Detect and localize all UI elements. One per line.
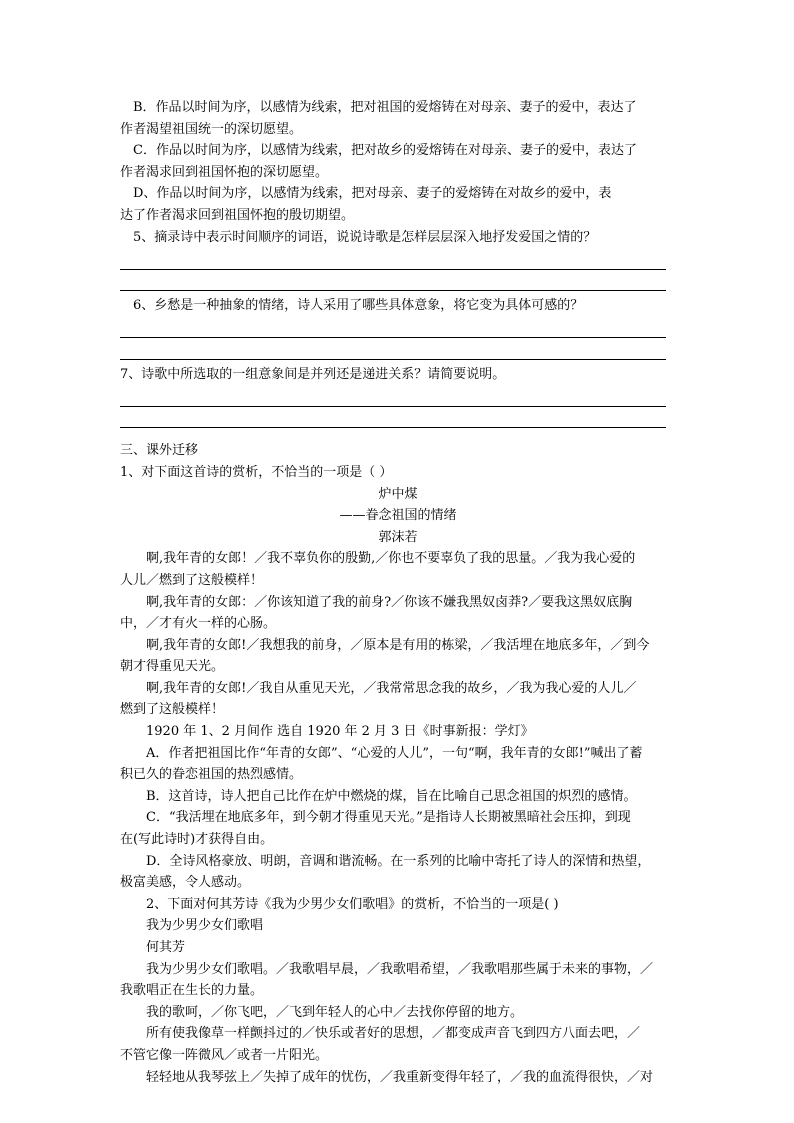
option-c-line-2: 作者渴求回到祖国怀抱的深切愿望。 (120, 164, 329, 180)
poem-source: 1920 年 1、2 月间作 选自 1920 年 2 月 3 日《时事新报：学灯》 (146, 724, 534, 740)
poem-line: 燃到了这般模样！ (120, 702, 225, 718)
option-b-line-1: B．作品以时间为序，以感情为线索，把对祖国的爱熔铸在对母亲、妻子的爱中，表达了 (133, 100, 637, 115)
option-c-line-2: 在(写此诗时)才获得自由。 (120, 832, 274, 848)
option-d-line-1: D．全诗风格豪放、明朗，音调和谐流畅。在一系列的比喻中寄托了诗人的深情和热望， (146, 853, 651, 869)
option-d-line-1: D、作品以时间为序，以感情为线索，把对母亲、妻子的爱熔铸在对故乡的爱中，表 (133, 186, 612, 202)
poem-line: 啊,我年青的女郎!／我想我的前身，／原本是有用的栋梁，／我活埋在地底多年，／到今 (146, 637, 650, 653)
poem-title: 我为少男少女们歌唱 (146, 918, 264, 934)
poem-line: 啊,我年青的女郎!／我自从重见天光，／我常常思念我的故乡，／我为我心爱的人儿／ (146, 680, 637, 696)
poem-author: 郭沫若 (378, 529, 418, 545)
answer-line[interactable] (120, 338, 666, 360)
answer-line[interactable] (120, 407, 666, 429)
poem-subtitle: ——眷念祖国的情绪 (339, 508, 457, 524)
poem-line: 啊,我年青的女郎：／你该知道了我的前身?／你该不嫌我黑奴卤莽?／要我这黑奴底胸 (146, 594, 633, 610)
poem-title: 炉中煤 (378, 486, 418, 502)
option-c-line-1: C．作品以时间为序，以感情为线索，把对故乡的爱熔铸在对母亲、妻子的爱中，表达了 (133, 143, 637, 159)
option-b-line-2: 作者渴望祖国统一的深切愿望。 (120, 121, 303, 137)
answer-line[interactable] (120, 270, 666, 292)
poem-line: 中，／才有火一样的心肠。 (120, 616, 277, 632)
option-d-line-2: 极富美感，令人感动。 (120, 875, 251, 891)
answer-line[interactable] (120, 385, 666, 407)
answer-line[interactable] (120, 317, 666, 339)
option-a-line-2: 积已久的眷恋祖国的热烈感情。 (120, 767, 303, 783)
poem-line: 朝才得重见天光。 (120, 659, 225, 675)
option-d-line-2: 达了作者渴求回到祖国怀抱的殷切期望。 (120, 207, 355, 223)
poem-author: 何其芳 (146, 940, 186, 955)
question-7: 7、诗歌中所选取的一组意象间是并列还是递进关系？请简要说明。 (120, 366, 506, 382)
poem-line: 我为少男少女们歌唱。／我歌唱早晨，／我歌唱希望，／我歌唱那些属于未来的事物，／ (146, 961, 654, 977)
poem-line: 人儿／燃到了这般模样！ (120, 572, 264, 588)
section-heading: 三、课外迁移 (120, 443, 199, 459)
poem-line: 啊,我年青的女郎！／我不辜负你的殷勤,／你也不要辜负了我的思量。／我为我心爱的 (146, 551, 636, 567)
poem-line: 不管它像一阵微风／或者一片阳光。 (120, 1047, 329, 1063)
question-3-2: 2、下面对何其芳诗《我为少男少女们歌唱》的赏析，不恰当的一项是( ) (146, 896, 559, 912)
question-5: 5、摘录诗中表示时间顺序的词语，说说诗歌是怎样层层深入地抒发爱国之情的？ (133, 229, 597, 245)
question-6: 6、乡愁是一种抽象的情绪，诗人采用了哪些具体意象，将它变为具体可感的？ (133, 298, 584, 314)
document-content (120, 97, 676, 1088)
poem-line: 轻轻地从我琴弦上／失掉了成年的忧伤，／我重新变得年轻了，／我的血流得很快，／对 (146, 1069, 654, 1085)
poem-line: 我歌唱正在生长的力量。 (120, 983, 264, 999)
option-b-line: B．这首诗，诗人把自己比作在炉中燃烧的煤，旨在比喻自己思念祖国的炽烈的感情。 (146, 788, 637, 804)
question-3-1: 1、对下面这首诗的赏析，不恰当的一项是（ ） (120, 464, 393, 480)
poem-line: 我的歌呵，／你飞吧，／飞到年轻人的心中／去找你停留的地方。 (146, 1004, 524, 1020)
poem-line: 所有使我像草一样颤抖过的／快乐或者好的思想，／都变成声音飞到四方八面去吧，／ (146, 1026, 641, 1042)
option-c-line-1: C．“我活埋在地底多年，到今朝才得重见天光。”是指诗人长期被黑暗社会压抑，到现 (146, 810, 631, 826)
option-a-line-1: A．作者把祖国比作“年青的女郎”、“心爱的人儿”，一句“啊，我年青的女郎!”喊出了蓄 (146, 745, 643, 761)
answer-line[interactable] (120, 248, 666, 270)
